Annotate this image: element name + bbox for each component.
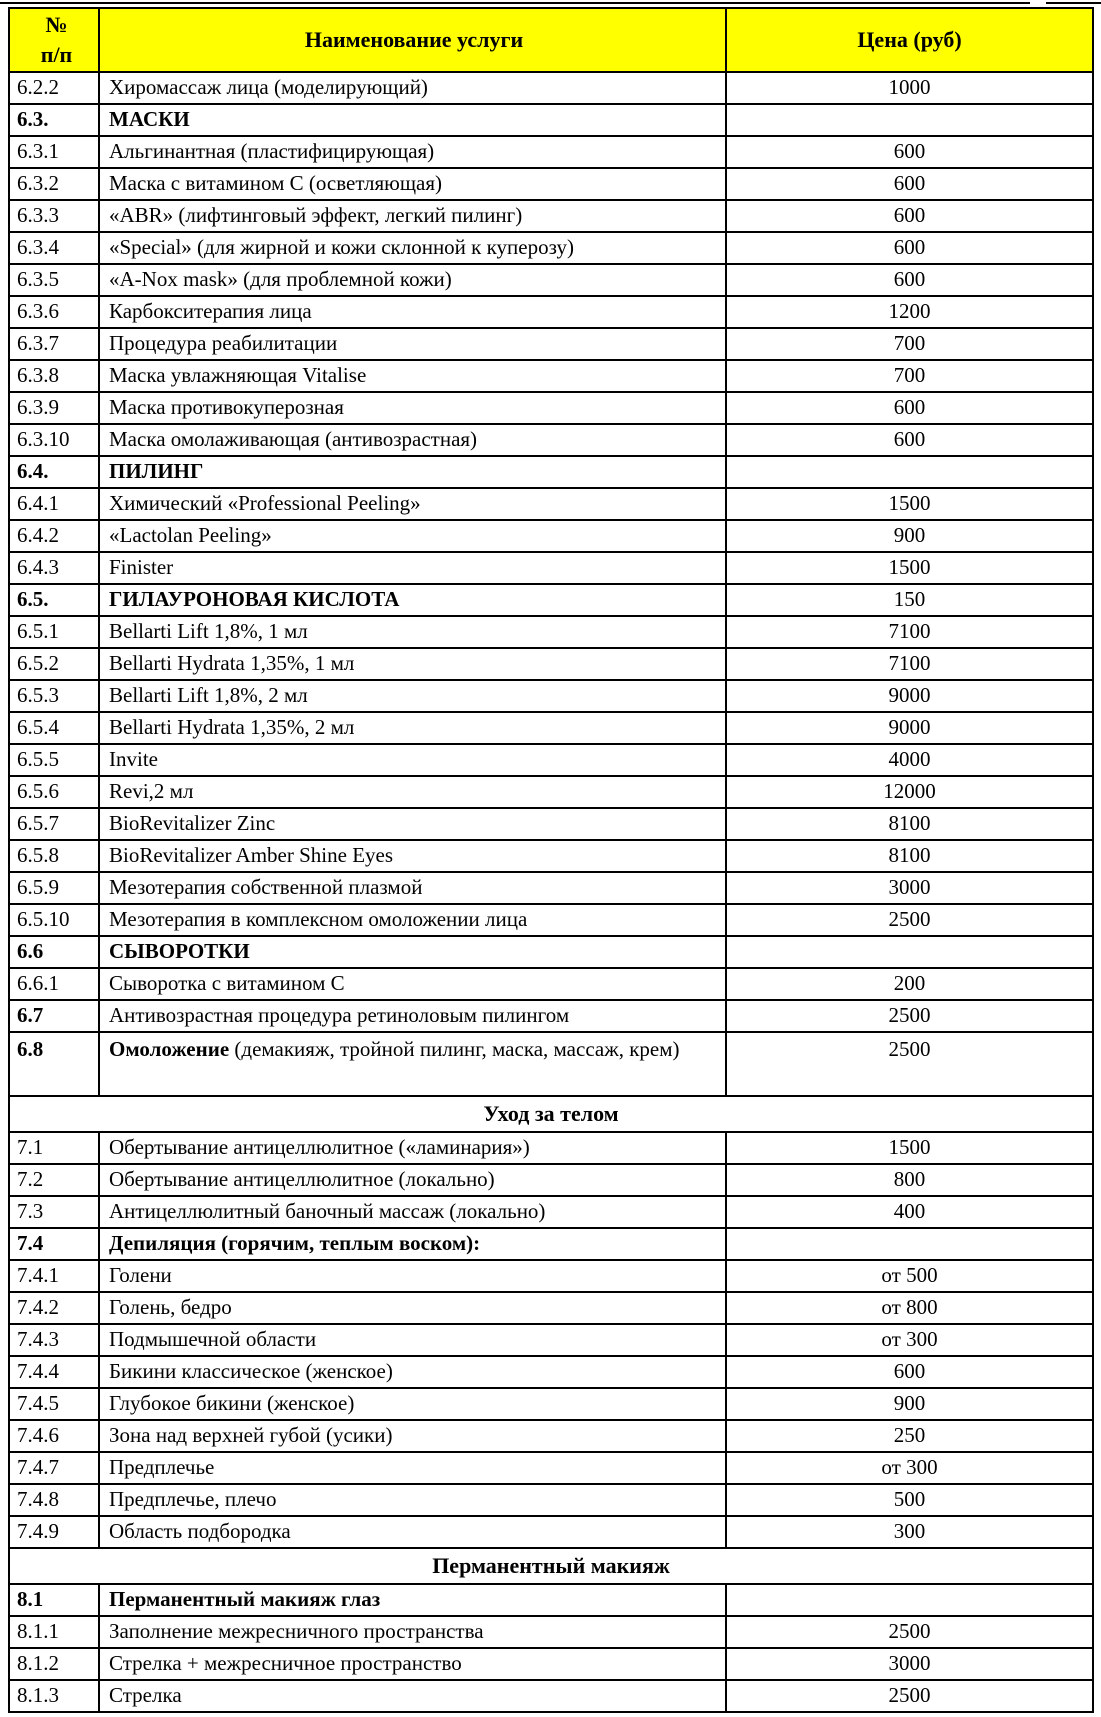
row-service-name: Голень, бедро xyxy=(100,1293,727,1323)
row-price: 4000 xyxy=(888,747,931,772)
row-number: 6.3.3 xyxy=(10,201,100,231)
row-service-name: Маска омолаживающая (антивозрастная) xyxy=(100,425,727,455)
row-service-name: Мезотерапия в комплексном омоложении лица xyxy=(100,905,727,935)
row-price xyxy=(727,105,1092,135)
row-number: 6.3.1 xyxy=(10,137,100,167)
row-number: 6.5.6 xyxy=(10,777,100,807)
row-number: 7.4.6 xyxy=(10,1421,100,1451)
row-service-name: Мезотерапия собственной плазмой xyxy=(100,873,727,903)
header-service-column: Наименование услуги xyxy=(100,9,727,71)
row-number: 6.5.9 xyxy=(10,873,100,903)
row-service-name: Омоложение (демакияж, тройной пилинг, маска, массаж, крем) xyxy=(100,1033,727,1095)
row-price: 600 xyxy=(893,203,926,228)
row-price xyxy=(727,1229,1092,1259)
row-price: 600 xyxy=(893,1359,926,1384)
row-price: 600 xyxy=(893,171,926,196)
row-service-name: Депиляция (горячим, теплым воском): xyxy=(100,1229,727,1259)
table-row xyxy=(10,999,1092,1031)
row-price: 8100 xyxy=(888,811,931,836)
row-price: 3000 xyxy=(888,875,931,900)
row-number: 6.2.2 xyxy=(10,73,100,103)
table-row xyxy=(10,647,1092,679)
row-price: 1000 xyxy=(888,75,931,100)
row-number: 6.8 xyxy=(10,1033,100,1095)
row-service-name: Bellarti Hydrata 1,35%, 2 мл xyxy=(100,713,727,743)
section-title: Уход за телом xyxy=(483,1100,619,1126)
row-price: 700 xyxy=(893,363,926,388)
row-number: 7.4.3 xyxy=(10,1325,100,1355)
row-price: 150 xyxy=(893,587,926,612)
row-number: 6.3.7 xyxy=(10,329,100,359)
table-row xyxy=(10,167,1092,199)
row-price: 1200 xyxy=(888,299,931,324)
row-number: 7.4.8 xyxy=(10,1485,100,1515)
row-price: 200 xyxy=(893,971,926,996)
row-service-name: Процедура реабилитации xyxy=(100,329,727,359)
row-number: 7.4.5 xyxy=(10,1389,100,1419)
table-header-row xyxy=(10,9,1092,71)
row-number: 6.6 xyxy=(10,937,100,967)
table-row xyxy=(10,1259,1092,1291)
table-row xyxy=(10,423,1092,455)
row-service-name: Альгинантная (пластифицирующая) xyxy=(100,137,727,167)
row-price xyxy=(727,1585,1092,1615)
row-price: 600 xyxy=(893,235,926,260)
row-price: 1500 xyxy=(888,555,931,580)
row-number: 6.5.3 xyxy=(10,681,100,711)
row-price: 2500 xyxy=(888,1003,931,1028)
row-service-name: Bellarti Lift 1,8%, 2 мл xyxy=(100,681,727,711)
table-row xyxy=(10,199,1092,231)
table-row xyxy=(10,231,1092,263)
table-row xyxy=(10,1419,1092,1451)
row-number: 6.5.2 xyxy=(10,649,100,679)
row-price: 500 xyxy=(893,1487,926,1512)
row-service-name: Антицеллюлитный баночный массаж (локально) xyxy=(100,1197,727,1227)
row-number: 6.4.2 xyxy=(10,521,100,551)
row-price: 400 xyxy=(893,1199,926,1224)
row-price: от 500 xyxy=(881,1263,938,1288)
row-service-name: Revi,2 мл xyxy=(100,777,727,807)
row-price: от 300 xyxy=(881,1455,938,1480)
row-service-name: Перманентный макияж глаз xyxy=(100,1585,727,1615)
table-row xyxy=(10,871,1092,903)
table-row xyxy=(10,967,1092,999)
table-row xyxy=(10,551,1092,583)
row-service-name: Сыворотка с витамином С xyxy=(100,969,727,999)
header-number-column xyxy=(10,9,100,71)
row-service-name: Карбокситерапия лица xyxy=(100,297,727,327)
row-service-name: ГИЛАУРОНОВАЯ КИСЛОТА xyxy=(100,585,727,615)
row-number: 6.7 xyxy=(10,1001,100,1031)
row-service-name: Маска увлажняющая Vitalise xyxy=(100,361,727,391)
table-row xyxy=(10,295,1092,327)
row-price: 300 xyxy=(893,1519,926,1544)
row-number: 8.1.3 xyxy=(10,1681,100,1711)
row-number: 6.5.4 xyxy=(10,713,100,743)
table-row xyxy=(10,615,1092,647)
table-row xyxy=(10,743,1092,775)
row-number: 6.4.3 xyxy=(10,553,100,583)
row-price: 2500 xyxy=(888,1683,931,1708)
row-service-name: Invite xyxy=(100,745,727,775)
row-price: 7100 xyxy=(888,619,931,644)
row-price: 2500 xyxy=(888,907,931,932)
row-price: 900 xyxy=(893,1391,926,1416)
row-price: 600 xyxy=(893,395,926,420)
row-service-name: «ABR» (лифтинговый эффект, легкий пилинг) xyxy=(100,201,727,231)
table-row xyxy=(10,1195,1092,1227)
table-row xyxy=(10,103,1092,135)
row-price xyxy=(727,457,1092,487)
row-price: 2500 xyxy=(888,1037,931,1061)
row-price: 700 xyxy=(893,331,926,356)
row-number: 7.3 xyxy=(10,1197,100,1227)
table-row xyxy=(10,1647,1092,1679)
table-row xyxy=(10,1355,1092,1387)
row-number: 7.1 xyxy=(10,1133,100,1163)
row-number: 6.5.8 xyxy=(10,841,100,871)
row-service-name: Bellarti Lift 1,8%, 1 мл xyxy=(100,617,727,647)
row-price: 7100 xyxy=(888,651,931,676)
row-service-name: Голени xyxy=(100,1261,727,1291)
row-price: 2500 xyxy=(888,1619,931,1644)
row-price: 3000 xyxy=(888,1651,931,1676)
table-row xyxy=(10,935,1092,967)
row-service-name: Bellarti Hydrata 1,35%, 1 мл xyxy=(100,649,727,679)
row-price: 600 xyxy=(893,427,926,452)
section-row xyxy=(10,1095,1092,1131)
row-number: 8.1.2 xyxy=(10,1649,100,1679)
table-row xyxy=(10,391,1092,423)
cropped-border-fragment-left xyxy=(0,2,1030,4)
row-price: 1500 xyxy=(888,491,931,516)
row-service-name: Заполнение межресничного пространства xyxy=(100,1617,727,1647)
row-number: 6.5.5 xyxy=(10,745,100,775)
table-body xyxy=(10,71,1092,1711)
row-price: 8100 xyxy=(888,843,931,868)
table-row xyxy=(10,263,1092,295)
cropped-border-fragment-right xyxy=(1046,2,1101,4)
row-service-name: Химический «Professional Peeling» xyxy=(100,489,727,519)
row-service-name: Хиромассаж лица (моделирующий) xyxy=(100,73,727,103)
row-price: 600 xyxy=(893,139,926,164)
table-row xyxy=(10,775,1092,807)
table-row xyxy=(10,583,1092,615)
table-row xyxy=(10,839,1092,871)
row-number: 7.4.7 xyxy=(10,1453,100,1483)
table-row xyxy=(10,1583,1092,1615)
row-price: 800 xyxy=(893,1167,926,1192)
table-row xyxy=(10,1615,1092,1647)
row-service-name: Обертывание антицеллюлитное (локально) xyxy=(100,1165,727,1195)
row-number: 7.4.4 xyxy=(10,1357,100,1387)
row-service-name: Антивозрастная процедура ретиноловым пилингом xyxy=(100,1001,727,1031)
table-row xyxy=(10,1387,1092,1419)
row-number: 6.3.10 xyxy=(10,425,100,455)
row-number: 8.1 xyxy=(10,1585,100,1615)
row-number: 6.3.9 xyxy=(10,393,100,423)
row-service-name: Finister xyxy=(100,553,727,583)
row-price: 9000 xyxy=(888,715,931,740)
row-service-name: Маска противокуперозная xyxy=(100,393,727,423)
row-service-name: МАСКИ xyxy=(100,105,727,135)
row-number: 6.5.1 xyxy=(10,617,100,647)
row-number: 6.5. xyxy=(10,585,100,615)
row-number: 7.4.9 xyxy=(10,1517,100,1547)
row-number: 7.4.1 xyxy=(10,1261,100,1291)
table-row xyxy=(10,1451,1092,1483)
row-number: 6.3.2 xyxy=(10,169,100,199)
header-price-column: Цена (руб) xyxy=(857,26,962,52)
row-price: 900 xyxy=(893,523,926,548)
table-row xyxy=(10,327,1092,359)
row-number: 6.4.1 xyxy=(10,489,100,519)
row-price: 1500 xyxy=(888,1135,931,1160)
row-service-name: BioRevitalizer Zinc xyxy=(100,809,727,839)
row-service-name: ПИЛИНГ xyxy=(100,457,727,487)
row-number: 6.5.7 xyxy=(10,809,100,839)
table-row xyxy=(10,1031,1092,1095)
row-price: от 300 xyxy=(881,1327,938,1352)
table-row xyxy=(10,1323,1092,1355)
row-number: 7.4.2 xyxy=(10,1293,100,1323)
table-row xyxy=(10,455,1092,487)
table-row xyxy=(10,711,1092,743)
table-row xyxy=(10,1163,1092,1195)
row-number: 6.6.1 xyxy=(10,969,100,999)
row-number: 6.3.5 xyxy=(10,265,100,295)
price-table xyxy=(8,7,1094,1713)
row-service-name: Стрелка + межресничное пространство xyxy=(100,1649,727,1679)
row-price xyxy=(727,937,1092,967)
row-number: 6.3.8 xyxy=(10,361,100,391)
row-number: 6.3.6 xyxy=(10,297,100,327)
row-service-name: СЫВОРОТКИ xyxy=(100,937,727,967)
row-number: 8.1.1 xyxy=(10,1617,100,1647)
row-price: 12000 xyxy=(883,779,936,804)
table-row xyxy=(10,679,1092,711)
table-row xyxy=(10,807,1092,839)
row-number: 7.2 xyxy=(10,1165,100,1195)
row-price: 600 xyxy=(893,267,926,292)
row-service-name: «Lactolan Peeling» xyxy=(100,521,727,551)
table-row xyxy=(10,1291,1092,1323)
table-row xyxy=(10,359,1092,391)
row-service-name: BioRevitalizer Amber Shine Eyes xyxy=(100,841,727,871)
table-row xyxy=(10,71,1092,103)
table-row xyxy=(10,1227,1092,1259)
row-service-name: Подмышечной области xyxy=(100,1325,727,1355)
row-service-name: «Special» (для жирной и кожи склонной к куперозу) xyxy=(100,233,727,263)
row-service-name: «A-Nox mask» (для проблемной кожи) xyxy=(100,265,727,295)
row-number: 6.3. xyxy=(10,105,100,135)
header-number-line1: № xyxy=(45,12,68,38)
row-service-name: Маска с витамином С (осветляющая) xyxy=(100,169,727,199)
row-service-name: Область подбородка xyxy=(100,1517,727,1547)
row-service-name: Предплечье, плечо xyxy=(100,1485,727,1515)
table-row xyxy=(10,519,1092,551)
table-row xyxy=(10,1131,1092,1163)
table-row xyxy=(10,135,1092,167)
row-service-name: Стрелка xyxy=(100,1681,727,1711)
row-service-name: Предплечье xyxy=(100,1453,727,1483)
section-title: Перманентный макияж xyxy=(432,1552,670,1578)
section-row xyxy=(10,1547,1092,1583)
row-number: 6.4. xyxy=(10,457,100,487)
row-price: 9000 xyxy=(888,683,931,708)
row-service-name: Обертывание антицеллюлитное («ламинария») xyxy=(100,1133,727,1163)
row-number: 6.5.10 xyxy=(10,905,100,935)
row-number: 7.4 xyxy=(10,1229,100,1259)
row-price: 250 xyxy=(893,1423,926,1448)
row-service-name: Зона над верхней губой (усики) xyxy=(100,1421,727,1451)
row-price: от 800 xyxy=(881,1295,938,1320)
table-row xyxy=(10,903,1092,935)
header-number-line2: п/п xyxy=(40,42,73,67)
row-service-name: Глубокое бикини (женское) xyxy=(100,1389,727,1419)
row-service-name-bold-part: Омоложение xyxy=(109,1037,230,1061)
table-row xyxy=(10,1679,1092,1711)
table-row xyxy=(10,487,1092,519)
table-row xyxy=(10,1515,1092,1547)
row-service-name: Бикини классическое (женское) xyxy=(100,1357,727,1387)
table-row xyxy=(10,1483,1092,1515)
row-number: 6.3.4 xyxy=(10,233,100,263)
